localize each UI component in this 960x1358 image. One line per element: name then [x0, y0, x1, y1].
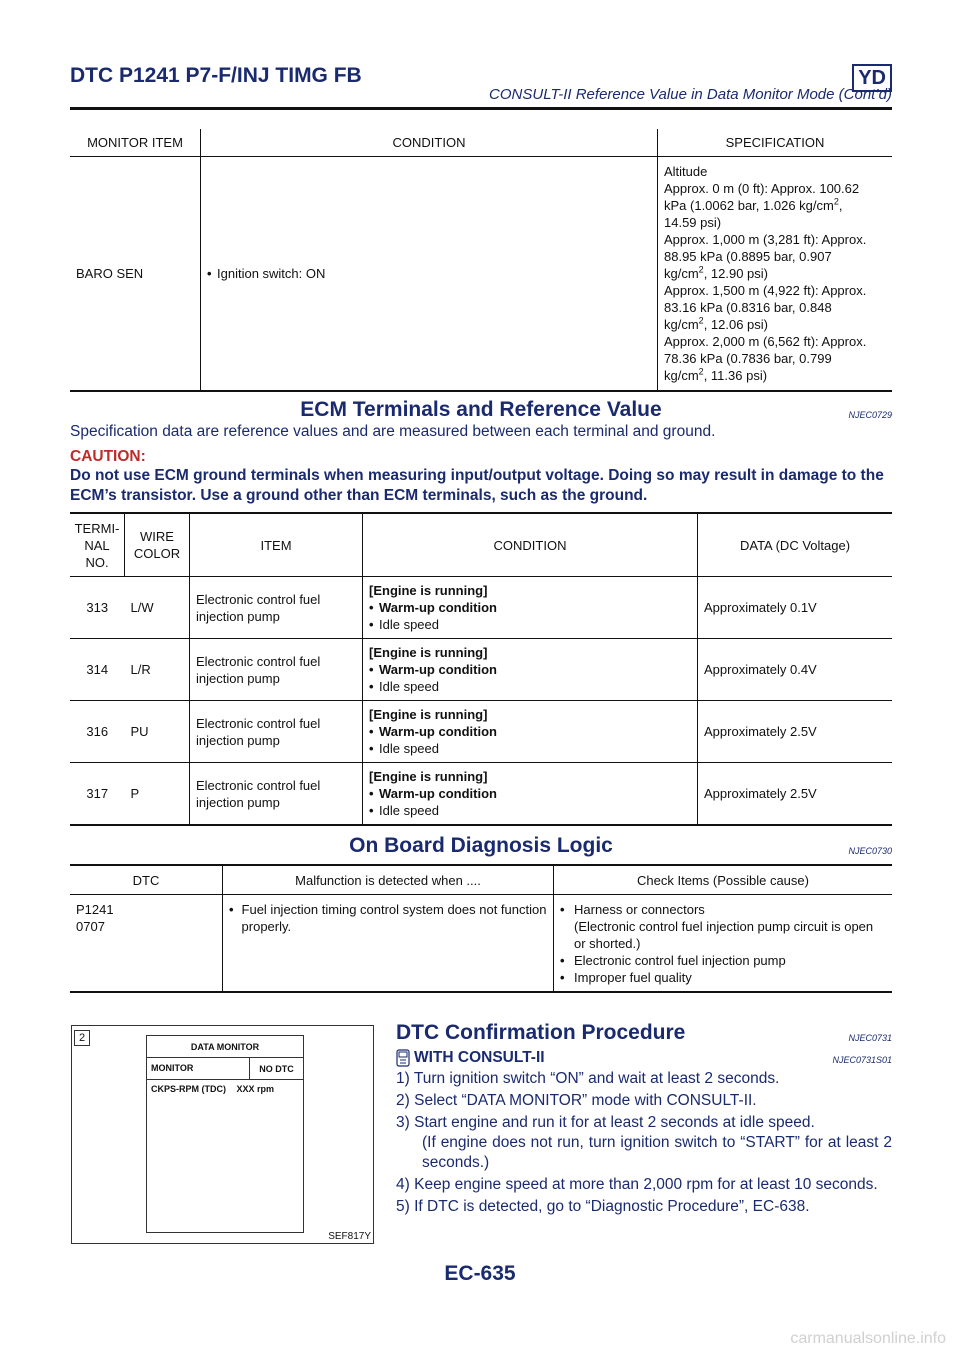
malfunction-cell: • Fuel injection timing control system does not function properly.: [223, 895, 554, 993]
screen-item-row: CKPS-RPM (TDC) XXX rpm: [151, 1084, 275, 1094]
col-check-items: Check Items (Possible cause): [554, 865, 893, 895]
check-items-cell: • Harness or connectors (Electronic control fuel injection pump circuit is open or shorted.) • Electronic control fuel injection pump • Improper fuel quality: [560, 902, 874, 985]
ecm-section-code: NJEC0729: [848, 410, 892, 420]
col-monitor-item: MONITOR ITEM: [70, 129, 201, 157]
table-row: 317 P Electronic control fuel injection pump [Engine is running] • Warm-up condition • Idle speed Approximately 2.5V: [70, 763, 892, 826]
monitor-table: [70, 129, 892, 392]
procedure-step: 3) Start engine and run it for at least 2 seconds at idle speed.: [396, 1114, 815, 1131]
bullet-icon: •: [369, 617, 374, 632]
caution-text: Do not use ECM ground terminals when measuring input/output voltage. Doing so may result in damage to the ECM’s transistor. Use a ground other than ECM terminals, such as the ground.: [70, 467, 884, 504]
page-number: EC-635: [444, 1262, 516, 1285]
procedure-step: 4) Keep engine speed at more than 2,000 rpm for at least 10 seconds.: [396, 1176, 878, 1193]
procedure-sub-code: NJEC0731S01: [832, 1055, 892, 1065]
procedure-subtitle: WITH CONSULT-II NJEC0731S01: [396, 1049, 892, 1067]
header-rule: [70, 107, 892, 110]
monitor-spec-cell: Altitude Approx. 0 m (0 ft): Approx. 100.62 kPa (1.0062 bar, 1.026 $kg/cm^2$, 14.59 psi) Approx. 1,000 m (3,281 ft): Approx. 88.95 kPa (0.8895 bar, 0.907 $kg/cm^2$, 12.90 psi) Approx. 1,500 m (4,922 ft): Approx. 83.16 kPa (0.8316 bar, 0.848 $kg/cm^2$, 12.06 psi) Approx. 2,000 m (6,562 ft): Approx. 78.36 kPa (0.7836 bar, 0.799 $kg/cm^2$, 11.36 psi): [664, 164, 867, 383]
procedure-title: DTC Confirmation Procedure NJEC0731: [396, 1021, 892, 1044]
screen-title: DATA MONITOR: [147, 1036, 303, 1058]
page-subtitle: CONSULT-II Reference Value in Data Monitor Mode (Cont’d): [489, 86, 892, 103]
ecm-table: [70, 512, 892, 826]
col-specification: SPECIFICATION: [658, 129, 893, 157]
ecm-intro: Specification data are reference values and are measured between each terminal and ground.: [70, 423, 716, 440]
bullet-icon: •: [560, 970, 565, 985]
col-dtc: DTC: [70, 865, 223, 895]
col-malfunction: Malfunction is detected when ....: [223, 865, 554, 895]
obd-section-title: On Board Diagnosis Logic NJEC0730: [349, 834, 892, 857]
col-item: ITEM: [190, 513, 363, 577]
col-condition: CONDITION: [201, 129, 658, 157]
monitor-item-cell: BARO SEN: [70, 157, 201, 392]
procedure-step: 1) Turn ignition switch “ON” and wait at least 2 seconds.: [396, 1070, 780, 1087]
consult-screen: [146, 1035, 304, 1233]
procedure-step: 5) If DTC is detected, go to “Diagnostic Procedure”, EC-638.: [396, 1198, 810, 1215]
bullet-icon: •: [369, 600, 374, 615]
figure-code: SEF817Y: [328, 1231, 371, 1242]
obd-section: [70, 834, 892, 993]
consult-figure: [71, 1025, 374, 1244]
engine-badge: YD: [852, 64, 892, 92]
procedure-step: 2) Select “DATA MONITOR” mode with CONSULT-II.: [396, 1092, 757, 1109]
procedure-code: NJEC0731: [848, 1033, 892, 1043]
obd-section-code: NJEC0730: [848, 846, 892, 856]
bullet-icon: •: [369, 662, 374, 677]
col-wire-color: WIRE COLOR: [125, 513, 190, 577]
bullet-icon: •: [369, 741, 374, 756]
bullet-icon: •: [229, 902, 234, 917]
dtc-cell: P1241 0707: [70, 895, 223, 993]
procedure-step-note: (If engine does not run, turn ignition switch to “START” for at least 2 seconds.): [422, 1134, 892, 1171]
table-row: 316 PU Electronic control fuel injection pump [Engine is running] • Warm-up condition • Idle speed Approximately 2.5V: [70, 701, 892, 763]
col-condition: CONDITION: [363, 513, 698, 577]
table-row: 313 L/W Electronic control fuel injection pump [Engine is running] • Warm-up condition • Idle speed Approximately 0.1V: [70, 577, 892, 639]
page-header: [70, 64, 892, 110]
watermark: carmanualsonline.info: [790, 1330, 946, 1347]
obd-table: [70, 864, 892, 993]
bullet-icon: •: [207, 266, 212, 281]
bullet-icon: •: [369, 786, 374, 801]
consult-tool-icon: [396, 1049, 410, 1067]
screen-header-row: MONITOR NO DTC: [147, 1058, 303, 1080]
caution-heading: CAUTION:: [70, 448, 146, 465]
bullet-icon: •: [369, 803, 374, 818]
col-data: DATA (DC Voltage): [698, 513, 893, 577]
ecm-section: [70, 398, 892, 826]
bullet-icon: •: [560, 953, 565, 968]
table-row: 314 L/R Electronic control fuel injection pump [Engine is running] • Warm-up condition • Idle speed Approximately 0.4V: [70, 639, 892, 701]
bullet-icon: •: [369, 724, 374, 739]
bullet-icon: •: [369, 679, 374, 694]
col-terminal: TERMI-NAL NO.: [70, 513, 125, 577]
monitor-table-section: [70, 129, 892, 392]
bullet-icon: •: [560, 902, 565, 917]
monitor-condition-cell: • Ignition switch: ON: [201, 157, 658, 392]
ecm-section-title: ECM Terminals and Reference Value NJEC0729: [300, 398, 892, 421]
dtc-procedure: [396, 1021, 892, 1217]
page-title: DTC P1241 P7-F/INJ TIMG FB: [70, 64, 362, 87]
figure-number: 2: [74, 1030, 90, 1046]
